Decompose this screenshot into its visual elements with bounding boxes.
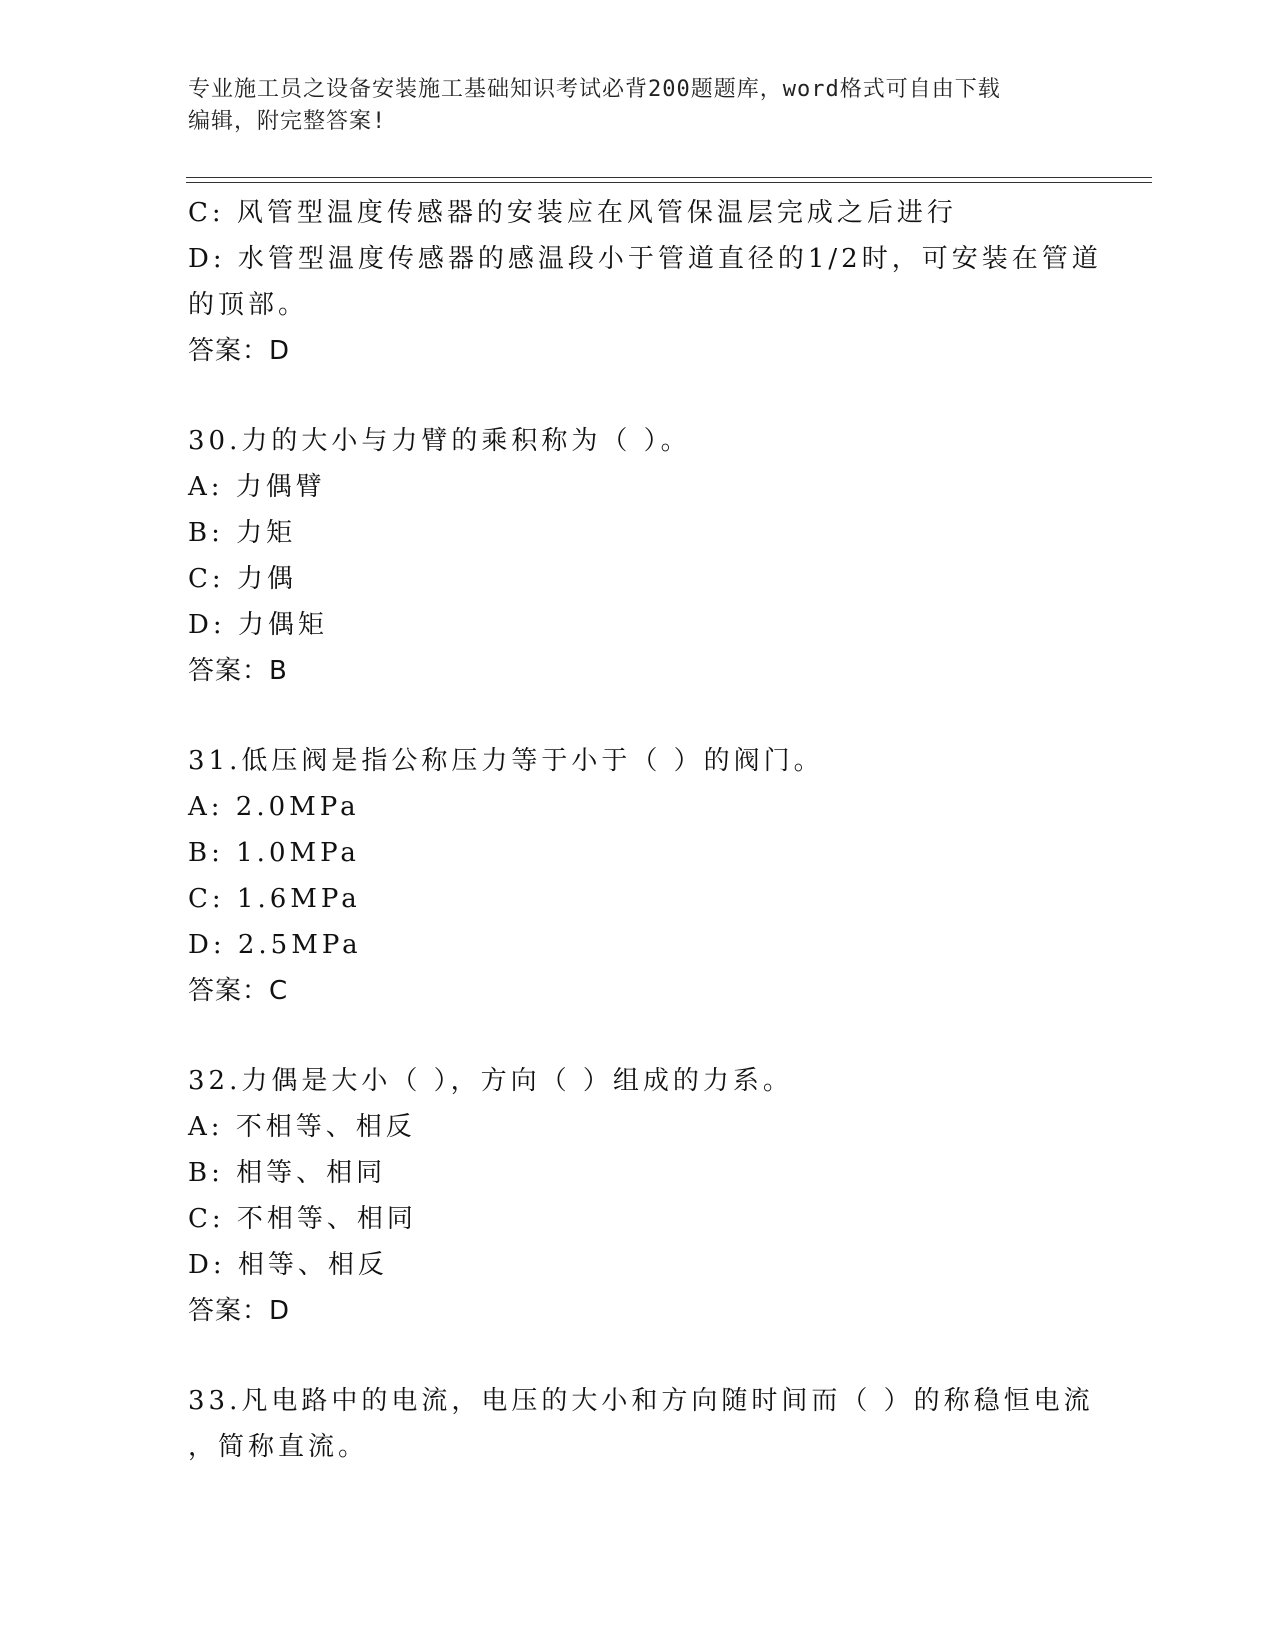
- option-a: A: 不相等、相反: [188, 1112, 416, 1142]
- question-30: [188, 418, 1088, 694]
- answer: 答案：D: [188, 336, 291, 366]
- answer: 答案：D: [188, 1296, 291, 1326]
- answer: 答案：C: [188, 976, 289, 1006]
- page-header: [188, 74, 1068, 138]
- option-d: D: 相等、相反: [188, 1250, 388, 1280]
- option-c: C: 力偶: [188, 564, 297, 594]
- option-c: C: 1.6MPa: [188, 884, 361, 914]
- question-stem: 33.凡电路中的电流，电压的大小和方向随时间而（ ）的称稳恒电流: [188, 1386, 1094, 1416]
- option-b: B: 相等、相同: [188, 1158, 387, 1188]
- option-c: C: 不相等、相同: [188, 1204, 417, 1234]
- option-d: D: 2.5MPa: [188, 930, 362, 960]
- question-stem-continued: ，简称直流。: [188, 1432, 369, 1462]
- question-32: [188, 1058, 1088, 1334]
- question-stem: 30.力的大小与力臂的乘积称为（ ）。: [188, 426, 691, 456]
- header-title-line-2: 编辑，附完整答案!: [188, 109, 387, 134]
- question-stem: 31.低压阀是指公称压力等于小于（ ）的阀门。: [188, 746, 824, 776]
- header-divider-top: [186, 177, 1152, 178]
- option-b: B: 力矩: [188, 518, 297, 548]
- answer: 答案：B: [188, 656, 288, 686]
- question-stem: 32.力偶是大小（ ），方向（ ）组成的力系。: [188, 1066, 793, 1096]
- question-list: [188, 190, 1102, 1470]
- option-b: B: 1.0MPa: [188, 838, 360, 868]
- question-29-tail: [188, 190, 1102, 374]
- option-d: D: 水管型温度传感器的感温段小于管道直径的1/2时，可安装在管道: [188, 244, 1102, 274]
- option-d: D: 力偶矩: [188, 610, 328, 640]
- option-a: A: 力偶臂: [188, 472, 326, 502]
- question-33: [188, 1378, 1094, 1470]
- header-divider-bottom: [186, 182, 1152, 183]
- question-31: [188, 738, 1088, 1014]
- option-d-continued: 的顶部。: [188, 290, 309, 320]
- option-a: A: 2.0MPa: [188, 792, 360, 822]
- header-title-line-1: 专业施工员之设备安装施工基础知识考试必背200题题库，word格式可自由下载: [188, 77, 1001, 102]
- option-c: C: 风管型温度传感器的安装应在风管保温层完成之后进行: [188, 198, 957, 228]
